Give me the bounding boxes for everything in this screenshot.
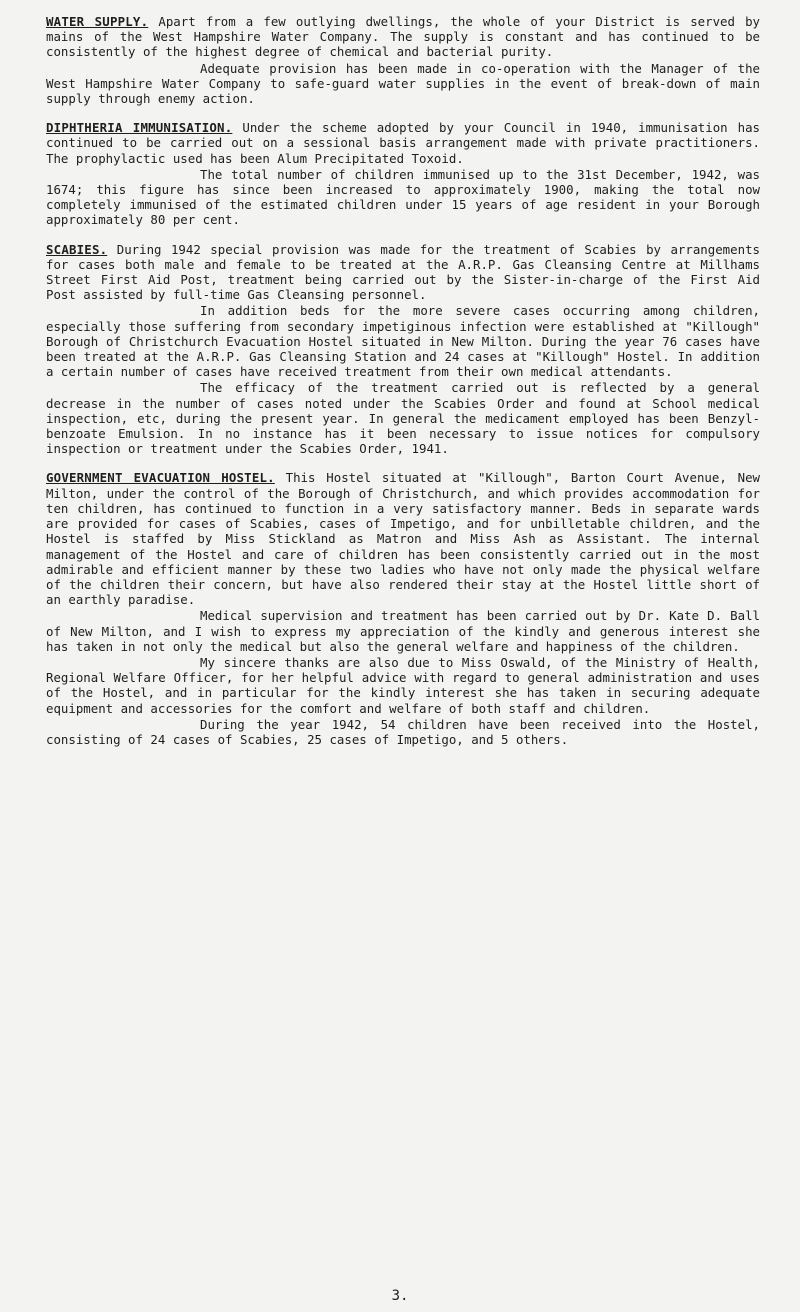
- page-number: 3.: [391, 1288, 409, 1304]
- section-evacuation-hostel: [46, 470, 760, 747]
- section-heading: WATER SUPPLY.: [46, 14, 149, 29]
- paragraph: The efficacy of the treatment carried out is reflected by a general decrease in the number of cases noted under the Scabies Order and found at School medical inspection, etc, during the present year. In general the medicament employed has been Benzyl-benzoate Emulsion. In no instance has it been necessary to issue notices for compulsory inspection or treatment under the Scabies Order, 1941.: [46, 380, 760, 457]
- paragraph-text: Apart from a few outlying dwellings, the whole of your District is served by mains of the West Hampshire Water Company. The supply is constant and has continued to be consistently of the highest degree of chemical and bacterial purity.: [46, 14, 761, 60]
- paragraph: Adequate provision has been made in co-operation with the Manager of the West Hampshire Water Company to safe-guard water supplies in the event of break-down of main supply through enemy action.: [46, 60, 760, 107]
- section-scabies: [46, 242, 760, 457]
- paragraph: My sincere thanks are also due to Miss Oswald, of the Ministry of Health, Regional Welfare Officer, for her helpful advice with regard to general administration and uses of the Hostel, and in particular for the kindly interest she has taken in securing adequate equipment and accessories for the comfort and welfare of both staff and children.: [46, 654, 760, 716]
- paragraph: Medical supervision and treatment has been carried out by Dr. Kate D. Ball of New Milton, and I wish to express my appreciation of the kindly and generous interest she has taken in not only the medical but also the general welfare and happiness of the children.: [46, 608, 760, 654]
- paragraph: In addition beds for the more severe cases occurring among children, especially those suffering from secondary impetiginous infection were established at "Killough" Borough of Christchurch Evacuation Hostel situated in New Milton. During the year 76 cases have been treated at the A.R.P. Gas Cleansing Station and 24 cases at "Killough" Hostel. In addition a certain number of cases have received treatment from their own medical attendants.: [46, 303, 760, 380]
- paragraph: [46, 14, 760, 60]
- section-heading: DIPHTHERIA IMMUNISATION.: [46, 120, 233, 136]
- section-water-supply: [46, 14, 760, 106]
- paragraph: During the year 1942, 54 children have been received into the Hostel, consisting of 24 cases of Scabies, 25 cases of Impetigo, and 5 others.: [46, 716, 760, 747]
- paragraph-text: During 1942 special provision was made for the treatment of Scabies by arrangements for cases both male and female to be treated at the A.R.P. Gas Cleansing Centre at Millhams Street First Aid Post, treatment being carried out by the Sister-in-charge of the First Aid Post assisted by full-time Gas Cleansing personnel.: [46, 241, 760, 303]
- section-heading: GOVERNMENT EVACUATION HOSTEL.: [46, 470, 275, 486]
- paragraph: [46, 470, 760, 607]
- paragraph-text: Under the scheme adopted by your Council in 1940, immunisation has continued to be carried out on a sessional basis arrangement made with private practitioners. The prophylactic used has been Alum Precipitated Toxoid.: [46, 120, 760, 166]
- section-diphtheria-immunisation: [46, 120, 760, 227]
- paragraph: The total number of children immunised up to the 31st December, 1942, was 1674; this figure has since been increased to approximately 1900, making the total now completely immunised of the estimated children under 15 years of age resident in your Borough approximately 80 per cent.: [46, 166, 760, 228]
- section-heading: SCABIES.: [46, 241, 108, 257]
- paragraph: [46, 242, 760, 303]
- paragraph-text: This Hostel situated at "Killough", Barton Court Avenue, New Milton, under the control of the Borough of Christchurch, and which provides accommodation for ten children, has continued to function in a very satisfactory manner. Beds in separate wards are provided for cases of Scabies, cases of Impetigo, and for unbilletable children, and the Hostel is staffed by Miss Stickland as Matron and Miss Ash as Assistant. The internal management of the Hostel and care of children has been consistently carried out in the most admirable and efficient manner by these two ladies who have not only made the physical welfare of the children their concern, but have also rendered their stay at the Hostel little short of an earthly paradise.: [46, 470, 760, 608]
- paragraph: [46, 120, 760, 166]
